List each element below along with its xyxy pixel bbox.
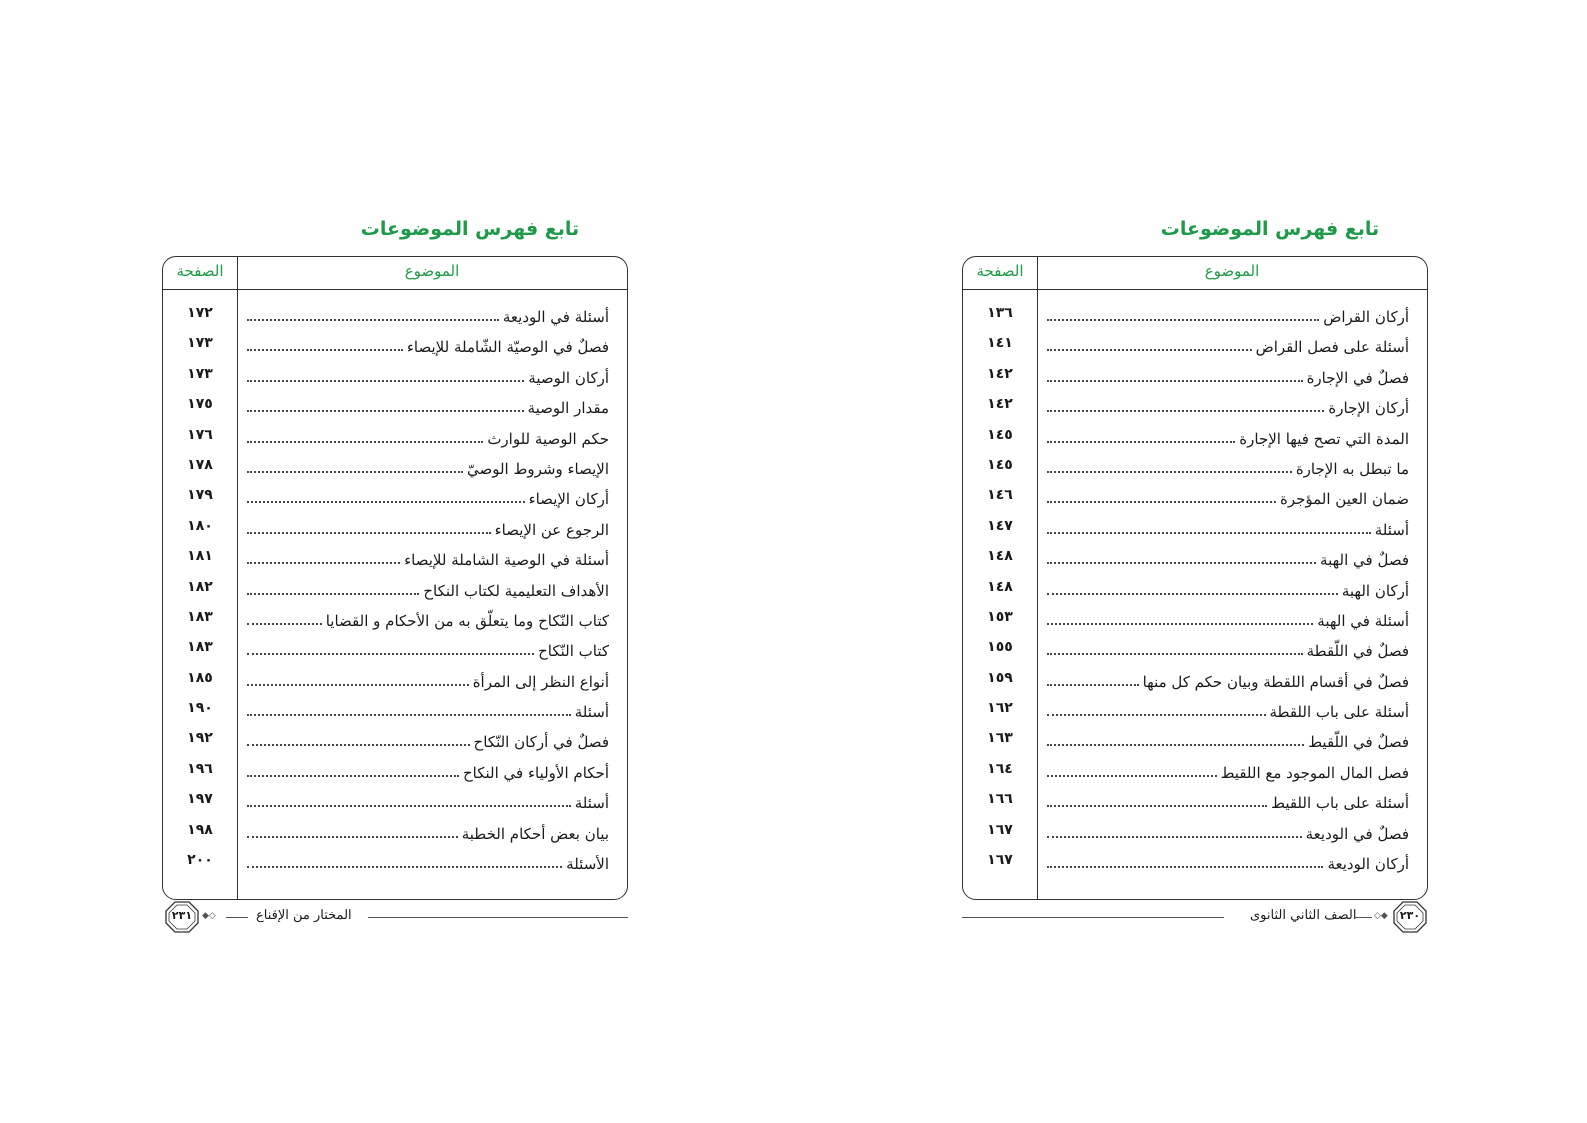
row-page-number: ١٧٦ <box>187 426 213 443</box>
row-topic-text: أركان القراض <box>1323 308 1409 326</box>
table-row <box>163 818 627 848</box>
row-topic <box>1047 578 1409 600</box>
row-page-number: ١٧٣ <box>187 365 213 382</box>
row-topic-text: أسئلة <box>574 703 609 722</box>
contents-table <box>962 256 1428 900</box>
row-topic-text: كتاب النّكاح <box>538 642 609 661</box>
row-topic-text: فصلٌ في اللّقطة <box>1306 642 1409 661</box>
row-page-number: ١٤١ <box>987 335 1013 352</box>
row-page-number: ١٧٣ <box>187 335 213 352</box>
dot-leader <box>1047 349 1252 351</box>
row-page-number: ١٤٥ <box>987 426 1013 443</box>
dot-leader <box>1047 471 1292 473</box>
row-topic <box>247 729 609 751</box>
table-row <box>163 605 627 635</box>
row-topic <box>247 365 609 387</box>
table-row <box>163 331 627 361</box>
table-row <box>963 696 1427 726</box>
row-page-number: ١٤٨ <box>987 548 1013 565</box>
table-row <box>163 453 627 483</box>
row-topic <box>1047 638 1409 660</box>
row-topic <box>1047 608 1409 630</box>
row-topic <box>1047 821 1409 843</box>
row-page-number: ١٦٤ <box>987 760 1013 777</box>
row-topic <box>247 699 609 721</box>
table-row <box>963 757 1427 787</box>
page-footer <box>162 906 628 930</box>
row-topic-text: أسئلة على باب اللقطة <box>1269 703 1409 722</box>
table-row <box>163 757 627 787</box>
page-footer <box>962 906 1428 930</box>
ornament-icon: ◇◆ <box>1374 911 1388 921</box>
table-row <box>163 392 627 422</box>
row-page-number: ١٧٢ <box>187 305 213 321</box>
table-row <box>963 331 1427 361</box>
row-topic <box>1047 334 1409 356</box>
row-topic <box>1047 395 1409 417</box>
row-page-number: ١٨٢ <box>187 578 213 595</box>
page-number-badge <box>164 900 200 934</box>
dot-leader <box>247 714 571 716</box>
row-topic-text: أسئلة <box>1374 520 1409 539</box>
table-row <box>163 787 627 817</box>
row-page-number: ١٣٦ <box>987 305 1013 321</box>
dot-leader <box>1047 805 1267 807</box>
row-topic-text: الأسئلة <box>566 855 609 874</box>
table-row <box>163 635 627 665</box>
dot-leader <box>247 319 499 321</box>
row-topic <box>1047 486 1409 508</box>
row-topic <box>247 821 609 843</box>
table-row <box>963 392 1427 422</box>
table-row <box>163 544 627 574</box>
dot-leader <box>247 744 470 746</box>
row-topic-text: أركان الوديعة <box>1327 855 1409 874</box>
right-page <box>940 0 1587 1123</box>
row-page-number: ١٤٥ <box>987 456 1013 473</box>
header-page: الصفحة <box>176 262 224 280</box>
row-topic-text: مقدار الوصية <box>527 399 609 418</box>
row-topic-text: فصل المال الموجود مع اللقيط <box>1220 763 1409 782</box>
page-number: ٢٣١ <box>171 909 193 922</box>
table-row <box>163 514 627 544</box>
row-topic-text: فصلٌ في الوديعة <box>1305 824 1409 843</box>
row-topic-text: أسئلة في الوديعة <box>502 308 609 326</box>
dot-leader <box>247 866 562 868</box>
row-topic-text: أنواع النظر إلى المرأة <box>472 672 609 691</box>
row-topic <box>247 578 609 600</box>
dot-leader <box>247 441 483 443</box>
table-row <box>963 301 1427 331</box>
table-row <box>963 848 1427 878</box>
row-topic-text: فصلٌ في الإجارة <box>1306 368 1409 387</box>
footer-text: المختار من الإقناع <box>252 908 356 923</box>
footer-rule <box>368 917 628 918</box>
row-topic-text: كتاب النّكاح وما يتعلّق به من الأحكام و القضايا <box>325 611 609 630</box>
header-divider <box>963 289 1427 290</box>
dot-leader <box>1047 714 1266 716</box>
table-row <box>963 514 1427 544</box>
dot-leader <box>1047 319 1319 321</box>
dot-leader <box>1047 380 1303 382</box>
header-divider <box>163 289 627 290</box>
footer-text: الصف الثاني الثانوى <box>1246 908 1360 923</box>
dot-leader <box>247 805 571 807</box>
row-topic-text: أركان الإجارة <box>1328 399 1409 418</box>
row-topic-text: ضمان العين المؤجرة <box>1279 490 1409 509</box>
footer-rule <box>1354 917 1372 918</box>
row-topic-text: فصلٌ في الوصيّة الشّاملة للإيصاء <box>406 338 609 357</box>
row-page-number: ١٧٨ <box>187 456 213 473</box>
dot-leader <box>1047 532 1371 534</box>
table-row <box>963 575 1427 605</box>
dot-leader <box>247 593 419 595</box>
row-topic <box>1047 517 1409 539</box>
row-topic-text: فصلٌ في أركان النّكاح <box>473 733 609 752</box>
row-page-number: ١٩٦ <box>187 760 213 777</box>
row-page-number: ١٩٢ <box>187 730 213 747</box>
header-topic: الموضوع <box>1204 262 1260 280</box>
table-row <box>963 453 1427 483</box>
table-row <box>963 787 1427 817</box>
row-topic <box>247 517 609 539</box>
row-page-number: ١٨٥ <box>187 669 213 686</box>
row-topic <box>247 486 609 508</box>
table-row <box>963 362 1427 392</box>
dot-leader <box>1047 775 1217 777</box>
dot-leader <box>1047 744 1304 746</box>
row-page-number: ١٥٣ <box>987 608 1013 625</box>
table-row <box>963 666 1427 696</box>
row-page-number: ١٤٨ <box>987 578 1013 595</box>
row-topic <box>1047 790 1409 812</box>
row-page-number: ١٧٥ <box>187 396 213 413</box>
dot-leader <box>1047 623 1313 625</box>
row-topic <box>1047 669 1409 691</box>
row-topic-text: فصلٌ في الهبة <box>1320 551 1409 570</box>
footer-rule <box>962 917 1224 918</box>
dot-leader <box>1047 441 1235 443</box>
page-title: تابع فهرس الموضوعات <box>1160 218 1380 240</box>
table-row <box>163 696 627 726</box>
dot-leader <box>1047 410 1324 412</box>
row-topic-text: أسئلة في الهبة <box>1317 611 1409 630</box>
header-page: الصفحة <box>976 262 1024 280</box>
row-topic <box>247 638 609 660</box>
row-topic <box>247 334 609 356</box>
dot-leader <box>1047 593 1338 595</box>
row-topic-text: أسئلة على باب اللقيط <box>1271 794 1409 813</box>
header-topic: الموضوع <box>404 262 460 280</box>
row-topic <box>247 851 609 873</box>
row-page-number: ١٥٥ <box>987 639 1013 656</box>
row-topic <box>247 395 609 417</box>
row-topic <box>247 608 609 630</box>
dot-leader <box>247 380 524 382</box>
dot-leader <box>247 775 459 777</box>
row-topic-text: الرجوع عن الإيصاء <box>494 520 609 539</box>
table-row <box>963 423 1427 453</box>
row-topic-text: فصلٌ في أقسام اللقطة وبيان حكم كل منها <box>1142 672 1409 691</box>
table-row <box>163 575 627 605</box>
footer-rule <box>226 917 248 918</box>
dot-leader <box>247 836 458 838</box>
dot-leader <box>247 562 400 564</box>
row-page-number: ١٤٦ <box>987 487 1013 504</box>
dot-leader <box>1047 684 1139 686</box>
dot-leader <box>247 653 534 655</box>
row-topic-text: أحكام الأولياء في النكاح <box>462 763 609 782</box>
dot-leader <box>247 623 322 625</box>
row-page-number: ١٨٣ <box>187 639 213 656</box>
table-row <box>163 423 627 453</box>
dot-leader <box>247 471 463 473</box>
row-page-number: ١٦٦ <box>987 791 1013 808</box>
table-row <box>963 635 1427 665</box>
row-topic-text: الإيصاء وشروط الوصيّ <box>467 459 609 478</box>
table-row <box>163 848 627 878</box>
row-topic-text: المدة التي تصح فيها الإجارة <box>1239 429 1409 448</box>
dot-leader <box>247 501 525 503</box>
dot-leader <box>1047 501 1276 503</box>
row-page-number: ١٤٢ <box>987 396 1013 413</box>
row-topic <box>1047 729 1409 751</box>
table-row <box>963 605 1427 635</box>
page-number-badge <box>1392 900 1428 934</box>
ornament-icon: ◆◇ <box>202 911 216 921</box>
row-topic <box>1047 426 1409 448</box>
dot-leader <box>1047 562 1316 564</box>
dot-leader <box>247 684 469 686</box>
row-page-number: ١٨١ <box>187 548 213 565</box>
table-row <box>963 544 1427 574</box>
table-row <box>163 301 627 331</box>
dot-leader <box>247 532 491 534</box>
left-page <box>140 0 800 1123</box>
row-topic-text: أركان الوصية <box>528 368 609 387</box>
row-topic <box>247 547 609 569</box>
page-title: تابع فهرس الموضوعات <box>360 218 580 240</box>
table-row <box>163 666 627 696</box>
row-topic <box>247 304 609 326</box>
row-topic <box>1047 760 1409 782</box>
dot-leader <box>1047 836 1302 838</box>
table-row <box>963 483 1427 513</box>
row-topic-text: حكم الوصية للوارث <box>487 429 609 448</box>
row-topic <box>1047 547 1409 569</box>
rows-list <box>163 301 627 878</box>
row-topic <box>1047 699 1409 721</box>
row-page-number: ١٧٩ <box>187 487 213 504</box>
row-topic <box>1047 365 1409 387</box>
rows-list <box>963 301 1427 878</box>
dot-leader <box>247 410 524 412</box>
row-page-number: ١٤٢ <box>987 365 1013 382</box>
row-page-number: ١٩٨ <box>187 821 213 838</box>
row-topic <box>1047 851 1409 873</box>
table-row <box>163 726 627 756</box>
row-page-number: ١٨٣ <box>187 608 213 625</box>
row-page-number: ١٩٧ <box>187 791 213 808</box>
dot-leader <box>247 349 403 351</box>
dot-leader <box>1047 653 1303 655</box>
table-row <box>163 362 627 392</box>
row-topic-text: أسئلة <box>574 794 609 813</box>
row-topic <box>247 760 609 782</box>
row-page-number: ١٥٩ <box>987 669 1013 686</box>
table-row <box>963 726 1427 756</box>
contents-table <box>162 256 628 900</box>
row-topic-text: أركان الإيصاء <box>528 490 609 509</box>
row-topic-text: ما تبطل به الإجارة <box>1295 459 1409 478</box>
table-row <box>963 818 1427 848</box>
row-page-number: ١٦٧ <box>987 852 1013 869</box>
row-topic <box>247 426 609 448</box>
table-row <box>163 483 627 513</box>
row-topic-text: بيان بعض أحكام الخطبة <box>461 824 609 843</box>
row-topic <box>247 456 609 478</box>
row-topic <box>1047 304 1409 326</box>
row-page-number: ١٩٠ <box>187 700 213 717</box>
row-topic <box>247 669 609 691</box>
page-number: ٢٣٠ <box>1399 909 1421 922</box>
row-topic <box>247 790 609 812</box>
row-page-number: ١٦٣ <box>987 730 1013 747</box>
row-topic-text: فصلٌ في اللّقيط <box>1308 733 1409 752</box>
row-page-number: ١٦٧ <box>987 821 1013 838</box>
row-topic-text: أسئلة في الوصية الشاملة للإيصاء <box>404 551 609 570</box>
row-page-number: ١٦٢ <box>987 700 1013 717</box>
row-page-number: ٢٠٠ <box>187 852 213 869</box>
row-page-number: ١٤٧ <box>987 517 1013 534</box>
row-topic-text: الأهداف التعليمية لكتاب النكاح <box>423 581 609 600</box>
row-page-number: ١٨٠ <box>187 517 213 534</box>
row-topic-text: أركان الهبة <box>1341 581 1409 600</box>
row-topic-text: أسئلة على فصل القراض <box>1255 338 1409 357</box>
dot-leader <box>1047 866 1323 868</box>
row-topic <box>1047 456 1409 478</box>
